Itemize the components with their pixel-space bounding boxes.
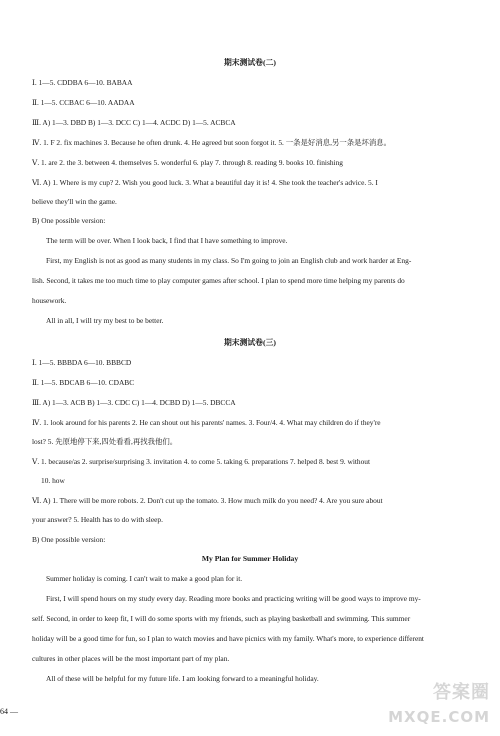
exam2-essay-line: First, my English is not as good as many students in my class. So I'm going to join an English club and work harder at Eng- bbox=[46, 256, 412, 265]
exam2-essay-line: The term will be over. When I look back, I find that I have something to improve. bbox=[46, 236, 288, 245]
exam3-essay-line: self. Second, in order to keep fit, I will do some sports with my friends, such as playing basketball and swimming. This summer bbox=[32, 614, 411, 623]
exam3-title: 期末测试卷(三) bbox=[224, 338, 276, 347]
exam2-essay-line: housework. bbox=[32, 296, 67, 305]
exam3-section-1: Ⅰ. 1—5. BBBDA 6—10. BBBCD bbox=[32, 358, 132, 367]
exam3-section-4: Ⅳ. 1. look around for his parents 2. He can shout out his parents' names. 3. Four/4. 4. What may children do if they're bbox=[32, 418, 381, 427]
page-number: 64 — bbox=[0, 707, 18, 716]
exam3-essay-line: First, I will spend hours on my study every day. Reading more books and practicing writing will be good ways to improve my- bbox=[46, 594, 421, 603]
exam3-section-3: Ⅲ. A) 1—3. ACB B) 1—3. CDC C) 1—4. DCBD D) 1—5. DBCCA bbox=[32, 398, 236, 407]
essay-title: My Plan for Summer Holiday bbox=[201, 554, 299, 563]
exam3-section-2: Ⅱ. 1—5. BDCAB 6—10. CDABC bbox=[32, 378, 135, 387]
watermark-bottom-text: MXQE.COM bbox=[388, 708, 490, 726]
exam3-essay-line: Summer holiday is coming. I can't wait to make a good plan for it. bbox=[46, 574, 243, 583]
exam2-section-6a: Ⅵ. A) 1. Where is my cup? 2. Wish you good luck. 3. What a beautiful day it is! 4. She took the teacher's advice. 5. I bbox=[32, 178, 378, 187]
exam2-title: 期末测试卷(二) bbox=[224, 58, 276, 67]
exam3-section-6b: B) One possible version: bbox=[32, 535, 106, 544]
exam3-essay-line: holiday will be a good time for fun, so I plan to watch movies and have picnics with my family. What's more, to experience different bbox=[32, 634, 424, 643]
exam2-section-6b: B) One possible version: bbox=[32, 216, 106, 225]
exam2-section-3: Ⅲ. A) 1—3. DBD B) 1—3. DCC C) 1—4. ACDC D) 1—5. ACBCA bbox=[32, 118, 236, 127]
exam2-essay-line: lish. Second, it takes me too much time to play computer games after school. I plan to spend more time helping my parents do bbox=[32, 276, 405, 285]
exam2-section-4: Ⅳ. 1. F 2. fix machines 3. Because he often drunk. 4. He agreed but soon forgot it. 5. 一条是好消息,另一条是坏消息。 bbox=[32, 138, 392, 147]
exam2-section-5: Ⅴ. 1. are 2. the 3. between 4. themselves 5. wonderful 6. play 7. through 8. reading 9. books 10. finishing bbox=[32, 158, 343, 167]
exam2-section-6a-cont: believe they'll win the game. bbox=[32, 197, 117, 206]
exam2-section-1: Ⅰ. 1—5. CDDBA 6—10. BABAA bbox=[32, 78, 133, 87]
exam3-section-6a: Ⅵ. A) 1. There will be more robots. 2. Don't cut up the tomato. 3. How much milk do you need? 4. Are you sure about bbox=[32, 496, 383, 505]
exam3-section-6a-cont: your answer? 5. Health has to do with sleep. bbox=[32, 515, 163, 524]
watermark-logo bbox=[388, 682, 494, 730]
exam3-section-5-cont: 10. how bbox=[41, 476, 65, 485]
exam3-section-4-cont: lost? 5. 先原地停下来,四处看看,再找我他们。 bbox=[32, 437, 178, 446]
exam3-section-5: Ⅴ. 1. because/as 2. surprise/surprising 3. invitation 4. to come 5. taking 6. preparations 7. helped 8. best 9. without bbox=[32, 457, 371, 466]
exam3-essay-line: All of these will be helpful for my future life. I am looking forward to a meaningful holiday. bbox=[46, 674, 319, 683]
watermark-top-text: 答案圈 bbox=[433, 682, 490, 703]
exam2-section-2: Ⅱ. 1—5. CCBAC 6—10. AADAA bbox=[32, 98, 135, 107]
exam3-essay-line: cultures in other places will be the most important part of my plan. bbox=[32, 654, 230, 663]
exam2-essay-line: All in all, I will try my best to be better. bbox=[46, 316, 164, 325]
